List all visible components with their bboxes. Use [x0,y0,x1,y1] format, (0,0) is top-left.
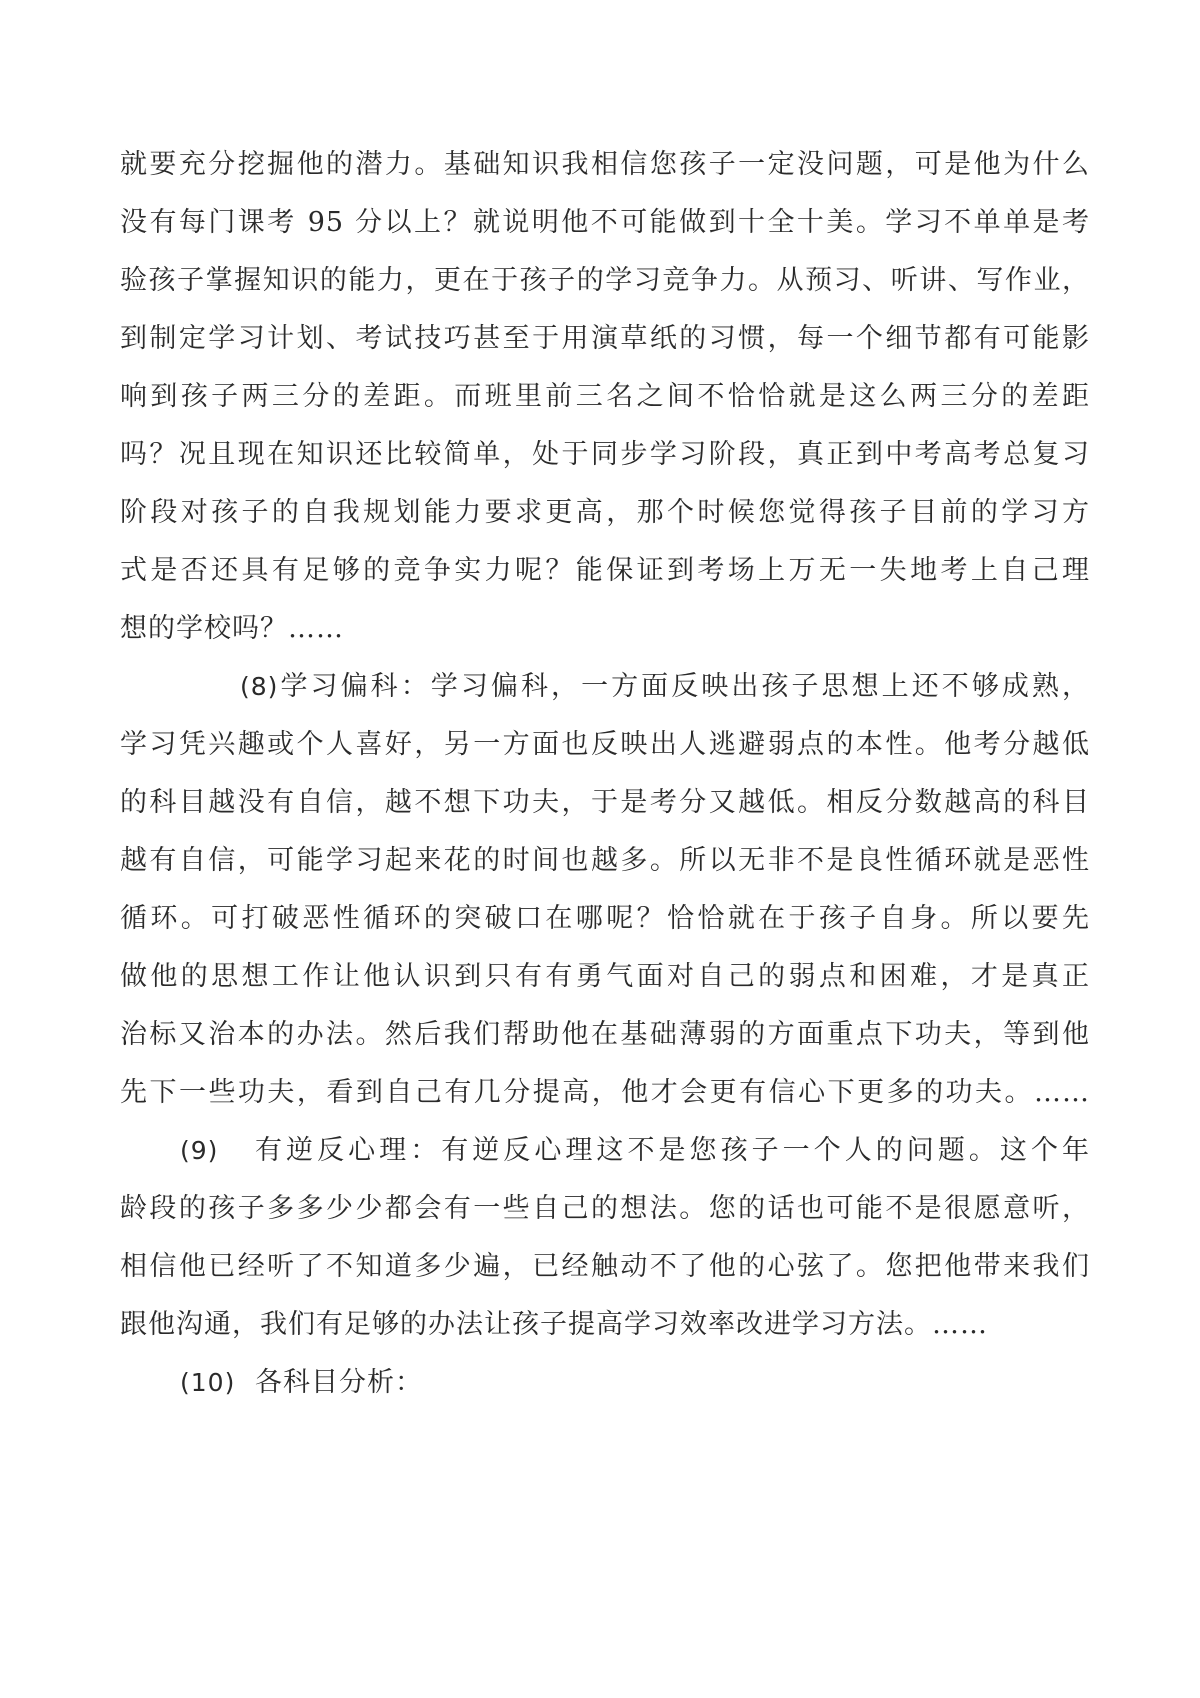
paragraph-line: 式是否还具有足够的竞争实力呢？能保证到考场上万无一失地考上自己理 [120,555,1090,586]
paragraph-line: 循环。可打破恶性循环的突破口在哪呢？恰恰就在于孩子自身。所以要先 [120,903,1090,934]
item-9-number [180,1126,240,1176]
paragraph-line: 跟他沟通，我们有足够的办法让孩子提高学习效率改进学习方法。…… [120,1309,988,1340]
item-8-heading-text: 学习偏科：学习偏科，一方面反映出孩子思想上还不够成熟， [278,671,1090,702]
paragraph-line: 先下一些功夫，看到自己有几分提高，他才会更有信心下更多的功夫。…… [120,1077,1090,1108]
paragraph-line: 相信他已经听了不知道多少遍，已经触动不了他的心弦了。您把他带来我们 [120,1251,1090,1282]
paragraph-line: 越有自信，可能学习起来花的时间也越多。所以无非不是良性循环就是恶性 [120,845,1090,876]
paragraph-line: 的科目越没有自信，越不想下功夫，于是考分又越低。相反分数越高的科目 [120,787,1090,818]
item-8-first-line [240,662,1090,712]
paragraph-line: 就要充分挖掘他的潜力。基础知识我相信您孩子一定没问题，可是他为什么 [120,149,1090,180]
item-9-heading-text: 有逆反心理：有逆反心理这不是您孩子一个人的问题。这个年 [255,1135,1090,1166]
paragraph-line: 治标又治本的办法。然后我们帮助他在基础薄弱的方面重点下功夫，等到他 [120,1019,1090,1050]
item-8-number: (8) [240,672,279,701]
item-10-heading-text: 各科目分析： [255,1367,423,1398]
paragraph-line: 验孩子掌握知识的能力，更在于孩子的学习竞争力。从预习、听讲、写作业， [120,265,1090,296]
paragraph-line: 没有每门课考 95 分以上？就说明他不可能做到十全十美。学习不单单是考 [120,207,1090,238]
paragraph-line: 想的学校吗？…… [120,613,344,644]
paragraph-line: 做他的思想工作让他认识到只有有勇气面对自己的弱点和困难，才是真正 [120,961,1090,992]
paragraph-line: 阶段对孩子的自我规划能力要求更高，那个时候您觉得孩子目前的学习方 [120,497,1090,528]
paragraph-line: 龄段的孩子多多少少都会有一些自己的想法。您的话也可能不是很愿意听， [120,1193,1090,1224]
item-10-number [180,1358,250,1408]
paragraph-line: 响到孩子两三分的差距。而班里前三名之间不恰恰就是这么两三分的差距 [120,381,1090,412]
paragraph-line: 学习凭兴趣或个人喜好，另一方面也反映出人逃避弱点的本性。他考分越低 [120,729,1090,760]
paragraph-line: 吗？况且现在知识还比较简单，处于同步学习阶段，真正到中考高考总复习 [120,439,1090,470]
paragraph-line: 到制定学习计划、考试技巧甚至于用演草纸的习惯，每一个细节都有可能影 [120,323,1090,354]
item-10-number-text: (10) [180,1368,236,1397]
item-9-number-text: (9) [180,1136,219,1165]
